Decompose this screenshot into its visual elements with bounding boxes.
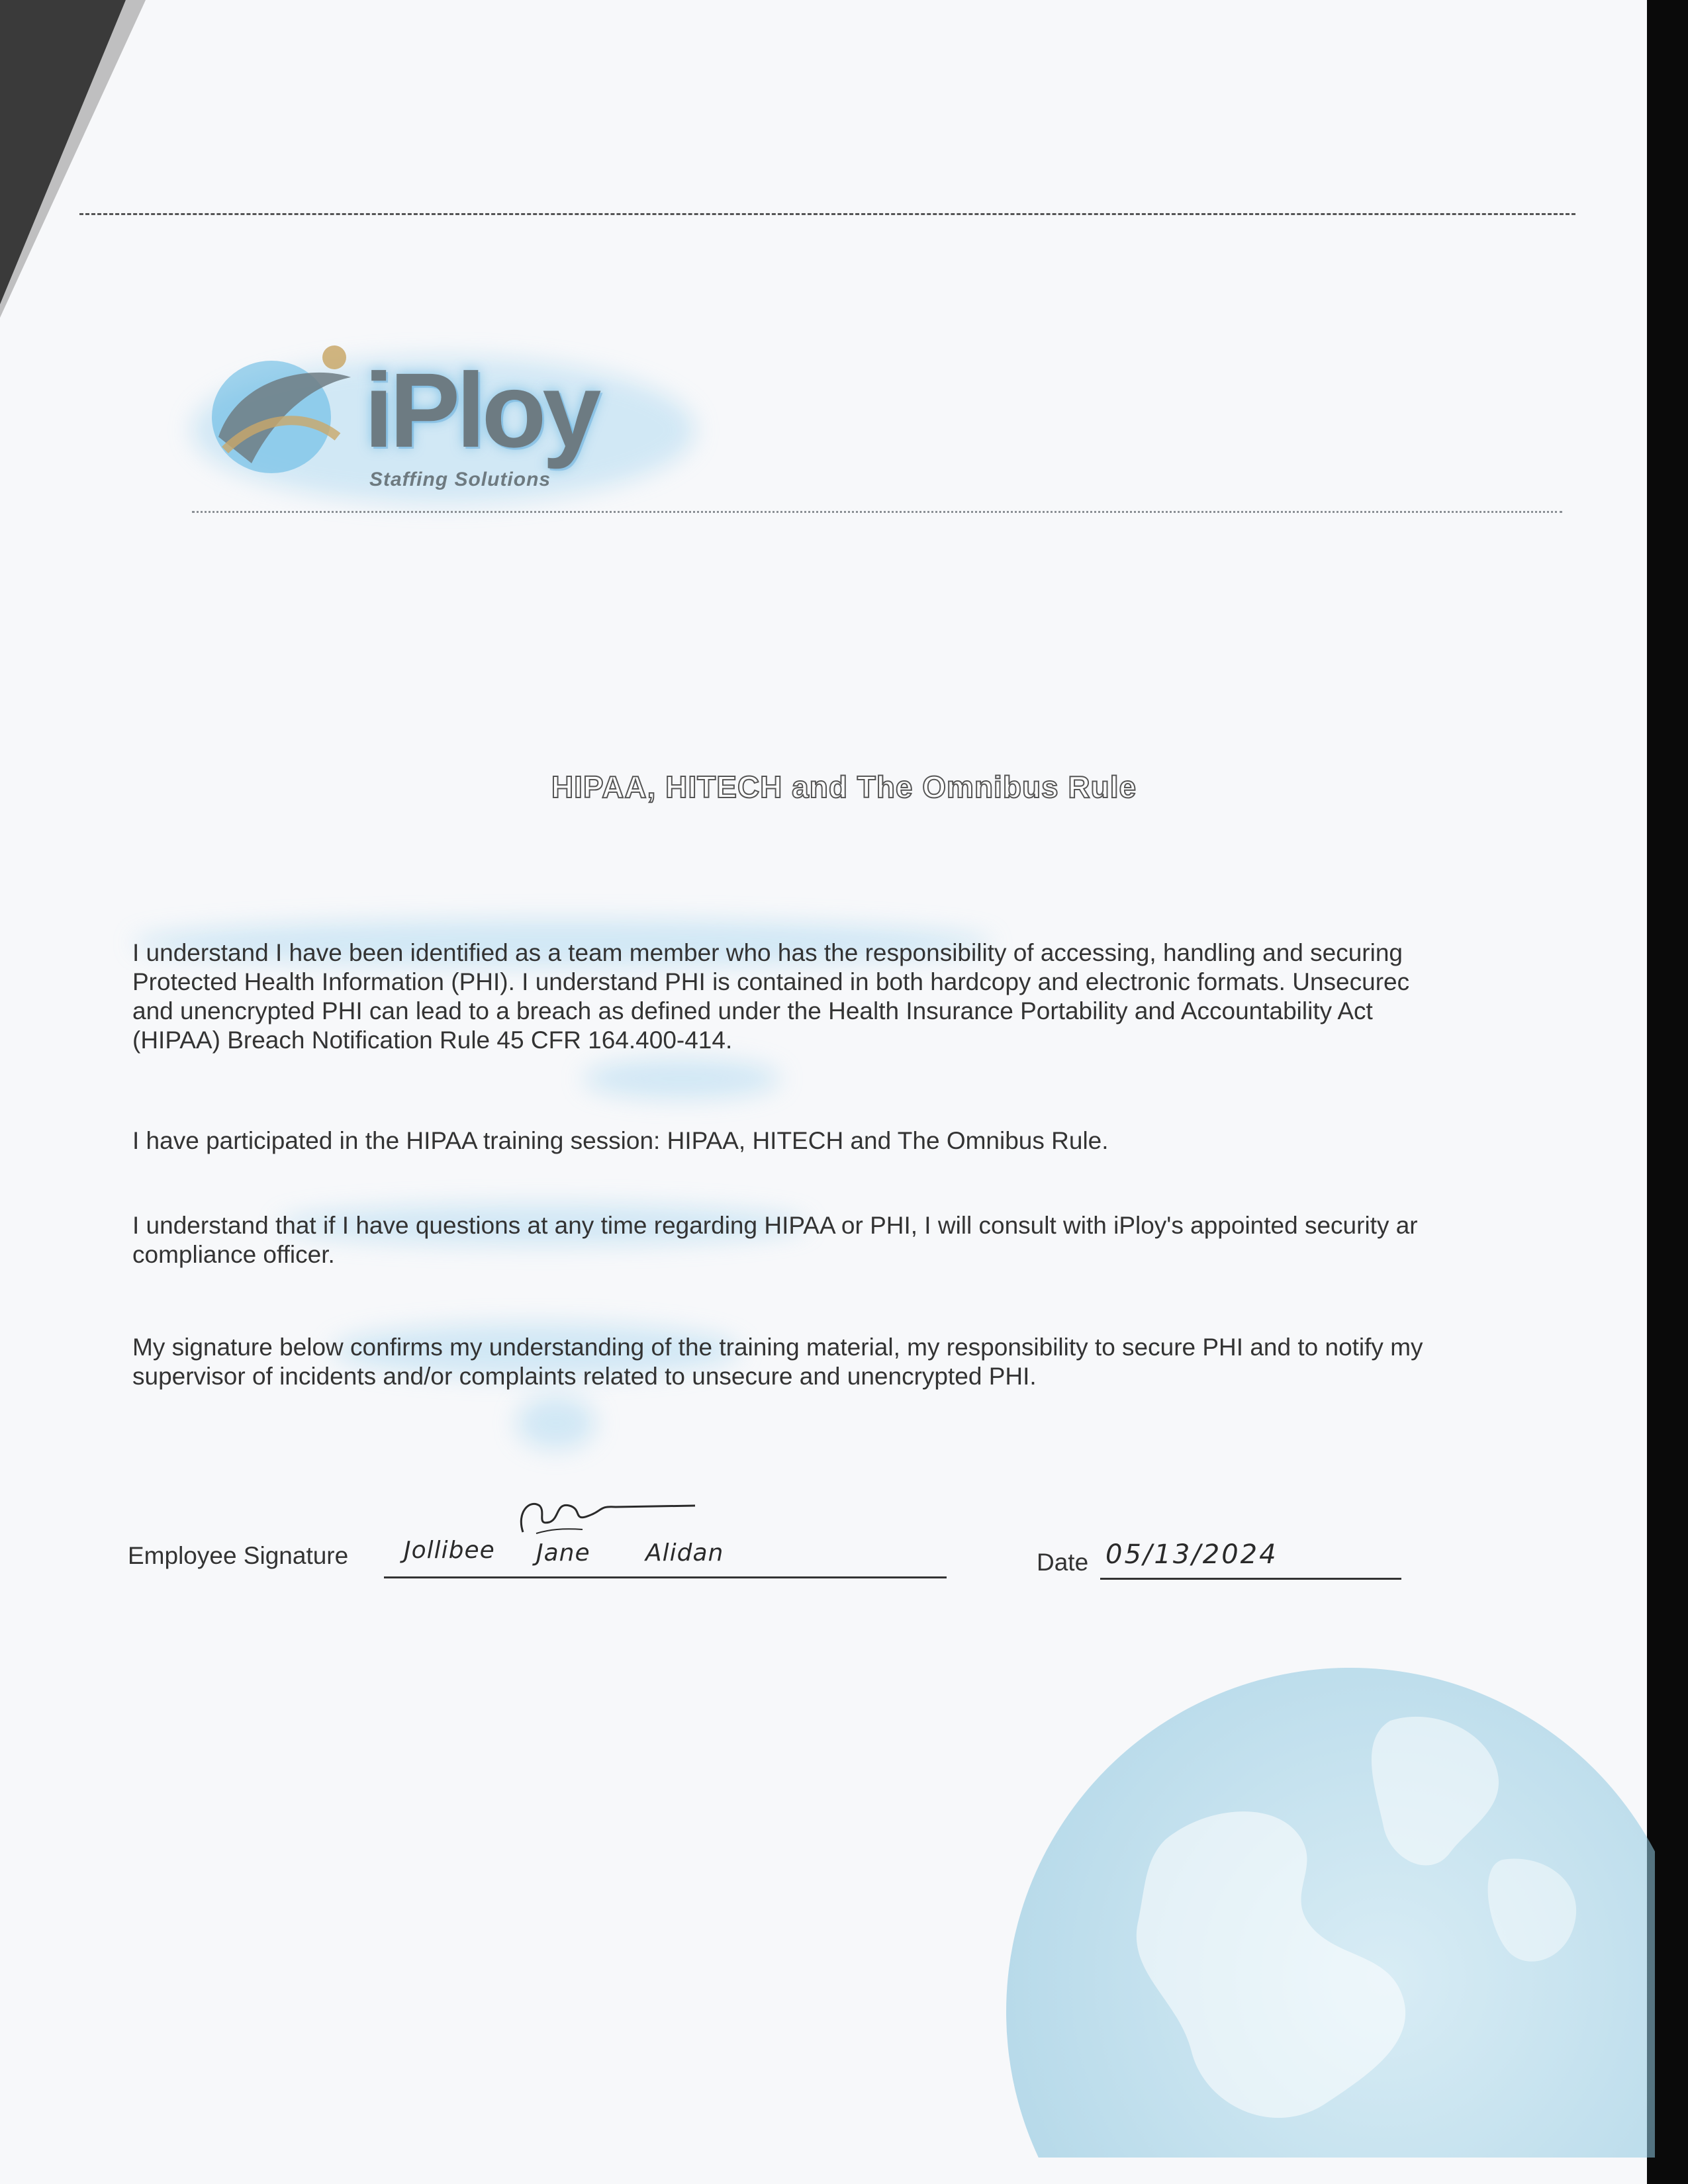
employee-signature-label: Employee Signature <box>128 1542 349 1569</box>
iploy-swoosh-logo-icon <box>199 338 371 490</box>
paragraph-training-session: I have participated in the HIPAA training session: HIPAA, HITECH and The Omnibus Rule. <box>132 1127 1109 1154</box>
page-fold-shadow <box>0 0 146 318</box>
signature-line <box>384 1576 947 1578</box>
printed-first-name: Jollibee <box>404 1537 495 1564</box>
page-title: HIPAA, HITECH and The Omnibus Rule <box>551 770 1137 804</box>
signed-date: 05/13/2024 <box>1105 1539 1278 1570</box>
logo-wordmark: iPloy <box>364 351 598 469</box>
printed-middle-name: Jane <box>536 1539 590 1567</box>
paragraph-phi-responsibility: I understand I have been identified as a team member who has the responsibility of accessing, handling and securing Protected Health Information (PHI). I understand PHI is contained in both hardcopy and electronic formats. Unsecurec and unencrypted PHI can lead to a breach as defined under the Health Insurance Portability and Accountability Act (HIPAA) Breach Notification Rule 45 CFR 164.400-414. <box>132 939 1410 1054</box>
header-dotted-rule <box>192 511 1562 513</box>
date-label: Date <box>1037 1549 1089 1576</box>
top-divider <box>79 213 1575 215</box>
paragraph-signature-confirmation: My signature below confirms my understanding of the training material, my responsibility to secure PHI and to notify my supervisor of incidents and/or complaints related to unsecure and unencrypted PHI. <box>132 1334 1423 1390</box>
handwritten-signature <box>510 1486 708 1545</box>
toner-smudge <box>516 1396 596 1449</box>
globe-watermark-icon <box>927 1641 1655 2158</box>
date-line <box>1100 1578 1401 1580</box>
iploy-logo <box>199 331 675 503</box>
toner-smudge <box>583 1059 781 1099</box>
printed-last-name: Alidan <box>645 1539 724 1567</box>
paragraph-compliance-officer: I understand that if I have questions at any time regarding HIPAA or PHI, I will consult with iPloy's appointed security ar compliance officer. <box>132 1212 1418 1268</box>
logo-tagline: Staffing Solutions <box>369 469 551 490</box>
